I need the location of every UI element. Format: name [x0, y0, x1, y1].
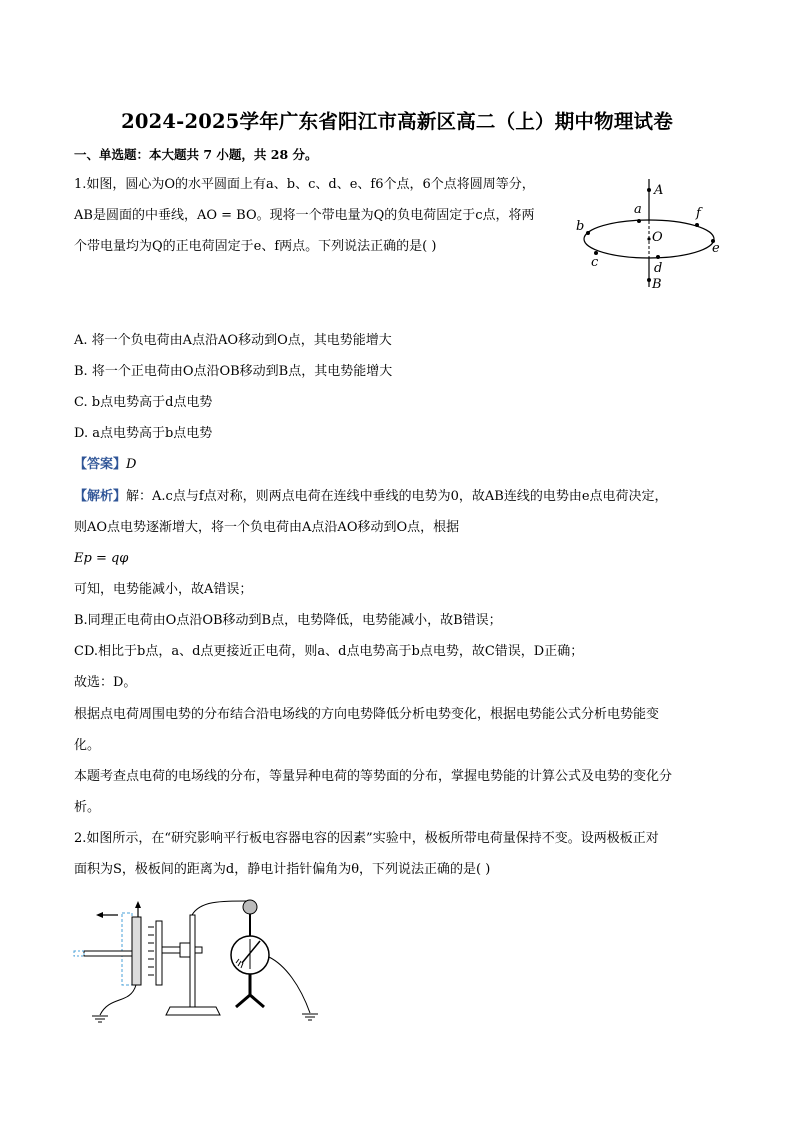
option-d: D. a点电势高于b点电势	[74, 426, 213, 441]
plate-dashed-outline	[122, 913, 132, 985]
point-B	[647, 278, 651, 282]
stand-clamp	[180, 943, 190, 957]
answer-line	[74, 457, 136, 473]
analysis-line: B.同理正电荷由O点沿OB移动到B点，电势降低，电势能减小，故B错误；	[74, 613, 502, 628]
section-heading: 一、单选题：本大题共 7 小题，共 28 分。	[74, 147, 318, 162]
q2-stem-line: 2.如图所示，在“研究影响平行板电容器电容的因素”实验中，极板所带电荷量保持不变。设两极板正对	[74, 831, 659, 846]
analysis-line: CD.相比于b点，a、d点更接近正电荷，则a、d点电势高于b点电势，故C错误，D正确；	[74, 644, 584, 659]
stand-rod	[190, 915, 195, 1015]
label-A: A	[654, 183, 664, 198]
analysis-line: 本题考查点电荷的电场线的分布，等量异种电荷的等势面的分布，掌握电势能的计算公式及电势的变化分	[74, 769, 673, 784]
analysis-line: 可知，电势能减小，故A错误；	[74, 582, 253, 597]
label-b: b	[576, 219, 585, 234]
q1-stem-line: 个带电量均为Q的正电荷固定于e、f两点。下列说法正确的是( )	[74, 239, 437, 254]
q1-stem-line: AB是圆面的中垂线，AO = BO。现将一个带电量为Q的负电荷固定于c点，将两	[74, 208, 535, 223]
connecting-wire	[192, 901, 248, 915]
label-O: O	[652, 230, 663, 245]
analysis-formula: Ep = qφ	[74, 551, 129, 566]
analysis-line: 化。	[74, 738, 101, 753]
point-O	[647, 237, 650, 240]
fixed-plate	[156, 921, 162, 985]
up-arrow-head	[135, 901, 141, 908]
label-B: B	[652, 277, 662, 292]
label-f: f	[696, 206, 701, 221]
answer-value: D	[126, 457, 137, 472]
q1-circle-figure	[572, 175, 722, 293]
point-f	[695, 223, 699, 227]
analysis-line: 析。	[74, 800, 101, 815]
label-c: c	[591, 255, 599, 270]
handle-dashed-end	[74, 951, 84, 956]
point-a	[637, 219, 641, 223]
analysis-line: 则AO点电势逐渐增大，将一个负电荷由A点沿AO移动到O点，根据	[74, 520, 460, 535]
point-b	[586, 231, 590, 235]
electroscope-ball	[243, 900, 257, 914]
electroscope-stand	[236, 974, 264, 1007]
point-A	[647, 188, 651, 192]
q2-capacitor-figure	[70, 895, 330, 1030]
ground-wire-right	[269, 957, 310, 1013]
plate-charges	[148, 927, 154, 975]
option-b: B. 将一个正电荷由O点沿OB移动到B点，其电势能增大	[74, 364, 393, 379]
option-a: A. 将一个负电荷由A点沿AO移动到O点，其电势能增大	[74, 333, 392, 348]
answer-tag: 【答案】	[74, 457, 127, 472]
left-arrow-head	[96, 912, 103, 918]
analysis-line: 根据点电荷周围电势的分布结合沿电场线的方向电势降低分析电势变化，根据电势能公式分析电势能变	[74, 707, 660, 722]
label-d: d	[654, 261, 663, 276]
q1-stem-line: 1.如图，圆心为O的水平圆面上有a、b、c、d、e、f6个点，6个点将圆周等分，	[74, 177, 535, 192]
ground-wire-left	[100, 985, 136, 1015]
movable-plate	[132, 917, 141, 985]
analysis-line: 故选：D。	[74, 675, 137, 690]
point-d	[656, 255, 660, 259]
plate-handle	[84, 951, 132, 956]
analysis-text: 解：A.c点与f点对称，则两点电荷在连线中垂线的电势为0，故AB连线的电势由e点电荷决定，	[126, 489, 668, 504]
q2-stem-line: 面积为S，极板间的距离为d，静电计指针偏角为θ，下列说法正确的是( )	[74, 862, 491, 877]
label-e: e	[712, 241, 720, 256]
analysis-tag: 【解析】	[74, 489, 127, 504]
page-title: 2024-2025学年广东省阳江市高新区高二（上）期中物理试卷	[121, 110, 673, 133]
stand-base	[166, 1007, 220, 1015]
option-c: C. b点电势高于d点电势	[74, 395, 213, 410]
analysis-line	[74, 489, 668, 505]
label-a: a	[634, 202, 642, 217]
